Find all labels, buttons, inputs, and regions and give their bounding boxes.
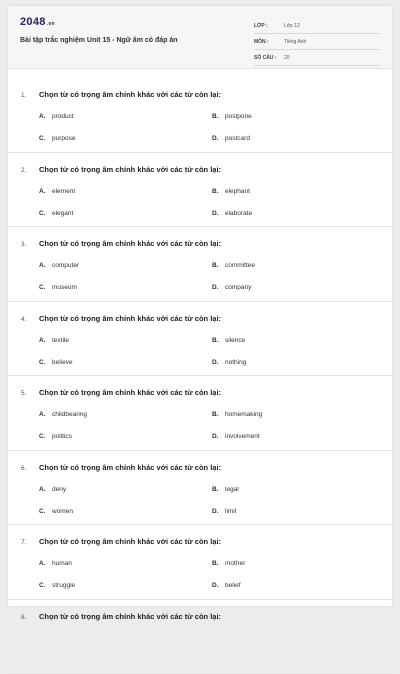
question-heading — [21, 90, 221, 99]
meta-info — [254, 18, 380, 66]
option-b[interactable] — [212, 411, 262, 418]
option-a[interactable] — [39, 560, 72, 567]
question-number: 8. — [21, 614, 39, 621]
option-letter: D. — [212, 284, 225, 291]
option-text: element — [52, 188, 75, 195]
question-item — [8, 600, 392, 674]
option-b[interactable] — [212, 337, 245, 344]
question-number: 4. — [21, 316, 39, 323]
meta-key: LỚP : — [254, 23, 284, 29]
option-c[interactable] — [39, 582, 75, 589]
option-text: homemaking — [225, 411, 262, 418]
option-c[interactable] — [39, 359, 73, 366]
option-letter: A. — [39, 411, 52, 418]
option-c[interactable] — [39, 508, 73, 515]
option-letter: D. — [212, 582, 225, 589]
option-a[interactable] — [39, 486, 66, 493]
option-text: elegant — [52, 210, 73, 217]
option-text: purpose — [52, 135, 76, 142]
option-letter: C. — [39, 284, 52, 291]
option-letter: B. — [212, 560, 225, 567]
meta-value: Tiếng Anh — [284, 39, 306, 45]
question-number: 6. — [21, 465, 39, 472]
meta-row-count — [254, 50, 380, 66]
question-heading — [21, 314, 221, 323]
option-letter: C. — [39, 135, 52, 142]
option-text: childbearing — [52, 411, 87, 418]
question-item — [8, 153, 392, 228]
option-c[interactable] — [39, 284, 77, 291]
option-a[interactable] — [39, 113, 74, 120]
option-text: struggle — [52, 582, 75, 589]
option-letter: A. — [39, 113, 52, 120]
meta-key: SỐ CÂU : — [254, 55, 284, 61]
option-text: elephant — [225, 188, 250, 195]
option-letter: C. — [39, 359, 52, 366]
option-letter: C. — [39, 582, 52, 589]
question-number: 2. — [21, 167, 39, 174]
option-letter: B. — [212, 188, 225, 195]
option-d[interactable] — [212, 508, 237, 515]
option-text: nothing — [225, 359, 246, 366]
option-text: elaborate — [225, 210, 252, 217]
question-item — [8, 376, 392, 451]
option-letter: C. — [39, 508, 52, 515]
option-d[interactable] — [212, 210, 252, 217]
option-letter: A. — [39, 486, 52, 493]
option-d[interactable] — [212, 582, 241, 589]
option-text: committee — [225, 262, 255, 269]
worksheet-header — [8, 6, 392, 69]
option-text: postpone — [225, 113, 252, 120]
option-text: politics — [52, 433, 72, 440]
option-text: textile — [52, 337, 69, 344]
question-list — [8, 78, 392, 674]
question-text: Chọn từ có trọng âm chính khác với các từ còn lại: — [39, 239, 221, 248]
option-d[interactable] — [212, 135, 250, 142]
meta-row-subject — [254, 34, 380, 50]
option-d[interactable] — [212, 359, 246, 366]
option-text: silence — [225, 337, 245, 344]
option-letter: B. — [212, 262, 225, 269]
question-text: Chọn từ có trọng âm chính khác với các từ còn lại: — [39, 388, 221, 397]
option-letter: A. — [39, 262, 52, 269]
question-item — [8, 78, 392, 153]
option-letter: B. — [212, 337, 225, 344]
option-letter: D. — [212, 508, 225, 515]
question-heading — [21, 612, 221, 621]
option-letter: D. — [212, 433, 225, 440]
option-text: computer — [52, 262, 79, 269]
question-text: Chọn từ có trọng âm chính khác với các từ còn lại: — [39, 612, 221, 621]
option-text: believe — [52, 359, 73, 366]
question-number: 3. — [21, 241, 39, 248]
meta-row-class — [254, 18, 380, 34]
option-letter: B. — [212, 486, 225, 493]
meta-value: 20 — [284, 55, 290, 61]
meta-key: MÔN : — [254, 39, 284, 45]
logo-tld: .vn — [47, 21, 55, 27]
question-text: Chọn từ có trọng âm chính khác với các từ còn lại: — [39, 537, 221, 546]
question-item — [8, 302, 392, 377]
question-text: Chọn từ có trọng âm chính khác với các từ còn lại: — [39, 314, 221, 323]
option-text: involvement — [225, 433, 260, 440]
option-letter: A. — [39, 337, 52, 344]
option-letter: D. — [212, 210, 225, 217]
option-b[interactable] — [212, 262, 255, 269]
option-b[interactable] — [212, 113, 252, 120]
question-item — [8, 451, 392, 526]
option-a[interactable] — [39, 262, 79, 269]
option-letter: D. — [212, 135, 225, 142]
question-text: Chọn từ có trọng âm chính khác với các từ còn lại: — [39, 90, 221, 99]
option-text: human — [52, 560, 72, 567]
option-text: belief — [225, 582, 241, 589]
question-text: Chọn từ có trọng âm chính khác với các từ còn lại: — [39, 463, 221, 472]
option-c[interactable] — [39, 210, 73, 217]
option-c[interactable] — [39, 135, 76, 142]
question-heading — [21, 165, 221, 174]
question-item — [8, 525, 392, 600]
option-a[interactable] — [39, 411, 87, 418]
option-text: museum — [52, 284, 77, 291]
option-d[interactable] — [212, 284, 251, 291]
option-letter: B. — [212, 411, 225, 418]
question-heading — [21, 463, 221, 472]
logo-text: 2048 — [20, 16, 46, 28]
meta-value: Lớp 12 — [284, 23, 300, 29]
option-b[interactable] — [212, 486, 239, 493]
option-text: mother — [225, 560, 245, 567]
option-letter: D. — [212, 359, 225, 366]
option-letter: C. — [39, 210, 52, 217]
option-text: legal — [225, 486, 239, 493]
option-letter: C. — [39, 433, 52, 440]
question-heading — [21, 537, 221, 546]
worksheet-page — [8, 6, 392, 606]
option-text: postcard — [225, 135, 250, 142]
question-heading — [21, 388, 221, 397]
option-letter: B. — [212, 113, 225, 120]
option-a[interactable] — [39, 188, 75, 195]
option-text: limit — [225, 508, 237, 515]
option-d[interactable] — [212, 433, 260, 440]
option-b[interactable] — [212, 560, 245, 567]
option-letter: A. — [39, 188, 52, 195]
question-text: Chọn từ có trọng âm chính khác với các từ còn lại: — [39, 165, 221, 174]
option-b[interactable] — [212, 188, 250, 195]
option-a[interactable] — [39, 337, 69, 344]
option-c[interactable] — [39, 433, 72, 440]
question-heading — [21, 239, 221, 248]
site-logo[interactable] — [20, 16, 55, 28]
option-letter: A. — [39, 560, 52, 567]
question-number: 5. — [21, 390, 39, 397]
option-text: company — [225, 284, 251, 291]
option-text: deny — [52, 486, 66, 493]
question-number: 7. — [21, 539, 39, 546]
option-text: women — [52, 508, 73, 515]
question-item — [8, 227, 392, 302]
document-title: Bài tập trắc nghiệm Unit 15 - Ngữ âm có đáp án — [20, 37, 178, 44]
option-text: product — [52, 113, 74, 120]
question-number: 1. — [21, 92, 39, 99]
